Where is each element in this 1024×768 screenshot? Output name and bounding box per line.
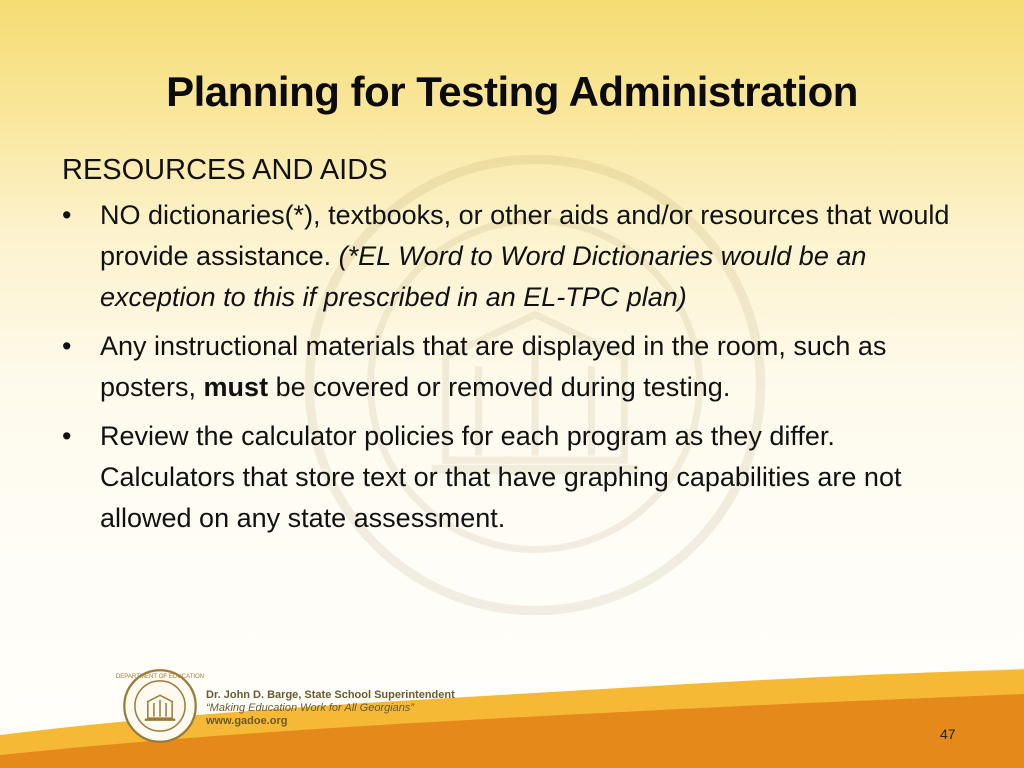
footer-credits xyxy=(206,689,455,728)
bullet-text-end: be covered or removed during testing. xyxy=(268,372,731,402)
department-of-education-logo xyxy=(115,668,205,744)
superintendent-name: Dr. John D. Barge, State School Superintendent xyxy=(206,689,455,701)
slide-title: Planning for Testing Administration xyxy=(166,68,858,115)
bullet-text: Any instructional materials that are displayed in the room, such as posters, xyxy=(100,331,887,402)
bullet-italic-note: (*EL Word to Word Dictionaries would be an exception to this if prescribed in an EL-TPC plan) xyxy=(100,241,867,312)
section-heading: RESOURCES AND AIDS xyxy=(62,154,388,186)
bullet-item-materials xyxy=(62,326,967,408)
website-link[interactable]: www.gadoe.org xyxy=(206,715,288,727)
bullet-bold-word: must xyxy=(203,372,269,402)
slide-content xyxy=(62,154,967,547)
motto: “Making Education Work for All Georgians” xyxy=(206,702,415,714)
bullet-text: NO dictionaries(*), textbooks, or other aids and/or resources that would provide assistance. xyxy=(100,200,950,271)
page-number: 47 xyxy=(940,726,956,742)
bullet-text: Review the calculator policies for each program as they differ. Calculators that store text or that have graphing capabilities are not allowed on any state assessment. xyxy=(100,421,902,533)
bullet-item-calculators xyxy=(62,416,967,539)
bullet-icon: • xyxy=(62,421,72,451)
logo-label: DEPARTMENT OF EDUCATION xyxy=(115,672,205,680)
bullet-item-dictionaries xyxy=(62,195,967,318)
bullet-icon: • xyxy=(62,331,72,361)
bullet-icon: • xyxy=(62,200,72,230)
